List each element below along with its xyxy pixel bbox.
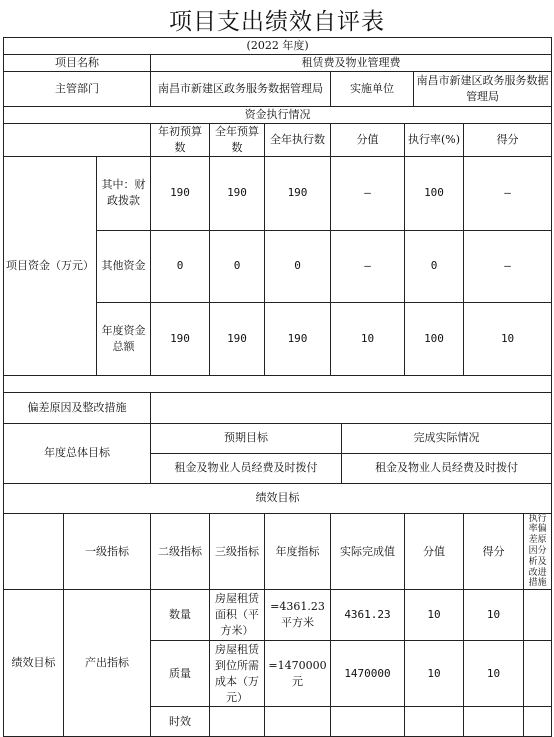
funds-section-title: 资金执行情况 (4, 106, 552, 123)
deviation-note (524, 641, 552, 707)
score (464, 707, 524, 737)
level1-indicator: 产出指标 (64, 590, 151, 737)
funds-row-label: 其中：财政拨款 (97, 156, 151, 230)
funds-cell: 0 (210, 230, 265, 302)
project-name-value: 租赁费及物业管理费 (151, 54, 552, 71)
level2-indicator: 时效 (151, 707, 210, 737)
performance-group-label: 绩效目标 (4, 590, 64, 737)
score-value: 10 (405, 641, 464, 707)
annual-target (265, 707, 331, 737)
actual-result-value: 租金及物业人员经费及时拨付 (342, 453, 552, 483)
funds-row-group-label: 项目资金（万元） (4, 156, 97, 375)
funds-cell: 190 (151, 302, 210, 375)
funds-cell: – (464, 156, 552, 230)
performance-header: 一级指标 (64, 513, 151, 590)
score: 10 (464, 641, 524, 707)
actual-result-header: 完成实际情况 (342, 423, 552, 453)
unit-value: 南昌市新建区政务服务数据管理局 (414, 71, 552, 106)
funds-header: 执行率(%) (405, 123, 464, 156)
level2-indicator: 数量 (151, 590, 210, 641)
blank-row (4, 375, 552, 392)
funds-cell: 190 (265, 156, 331, 230)
funds-cell: 0 (265, 230, 331, 302)
deviation-note (524, 590, 552, 641)
funds-header-blank (4, 123, 151, 156)
actual-value: 1470000 (331, 641, 405, 707)
performance-header: 实际完成值 (331, 513, 405, 590)
funds-header: 分值 (331, 123, 405, 156)
funds-cell: – (331, 156, 405, 230)
performance-section-title: 绩效目标 (4, 483, 552, 513)
funds-cell: 190 (265, 302, 331, 375)
evaluation-table (3, 37, 552, 737)
performance-header: 分值 (405, 513, 464, 590)
funds-cell: 100 (405, 302, 464, 375)
funds-cell: 190 (151, 156, 210, 230)
funds-cell: 0 (405, 230, 464, 302)
deviation-note (524, 707, 552, 737)
level2-indicator: 质量 (151, 641, 210, 707)
funds-cell: 190 (210, 156, 265, 230)
level3-indicator (210, 707, 265, 737)
performance-header: 执行率偏差原因分析及改进措施 (524, 513, 552, 590)
funds-cell: – (464, 230, 552, 302)
funds-header: 全年执行数 (265, 123, 331, 156)
level3-indicator: 房屋租赁到位所需成本（万元） (210, 641, 265, 707)
funds-row-label: 其他资金 (97, 230, 151, 302)
performance-header: 三级指标 (210, 513, 265, 590)
funds-cell: 10 (464, 302, 552, 375)
score-value: 10 (405, 590, 464, 641)
expected-goal-value: 租金及物业人员经费及时拨付 (151, 453, 342, 483)
level3-indicator: 房屋租赁面积（平方米） (210, 590, 265, 641)
funds-cell: 10 (331, 302, 405, 375)
score-value (405, 707, 464, 737)
funds-header: 全年预算数 (210, 123, 265, 156)
annual-target: =4361.23平方米 (265, 590, 331, 641)
year-label: (2022 年度) (4, 38, 552, 55)
performance-header: 得分 (464, 513, 524, 590)
funds-row-label: 年度资金总额 (97, 302, 151, 375)
actual-value: 4361.23 (331, 590, 405, 641)
deviation-label: 偏差原因及整改措施 (4, 392, 151, 423)
deviation-content (151, 392, 552, 423)
score: 10 (464, 590, 524, 641)
funds-cell: 100 (405, 156, 464, 230)
project-name-label: 项目名称 (4, 54, 151, 71)
expected-goal-header: 预期目标 (151, 423, 342, 453)
funds-cell: – (331, 230, 405, 302)
dept-label: 主管部门 (4, 71, 151, 106)
funds-header: 年初预算数 (151, 123, 210, 156)
performance-header-blank (4, 513, 64, 590)
funds-cell: 0 (151, 230, 210, 302)
performance-header: 年度指标 (265, 513, 331, 590)
dept-value: 南昌市新建区政务服务数据管理局 (151, 71, 331, 106)
unit-label: 实施单位 (331, 71, 414, 106)
annual-goal-label: 年度总体目标 (4, 423, 151, 483)
page-title: 项目支出绩效自评表 (169, 8, 385, 35)
performance-header: 二级指标 (151, 513, 210, 590)
actual-value (331, 707, 405, 737)
funds-cell: 190 (210, 302, 265, 375)
funds-header: 得分 (464, 123, 552, 156)
annual-target: =1470000元 (265, 641, 331, 707)
